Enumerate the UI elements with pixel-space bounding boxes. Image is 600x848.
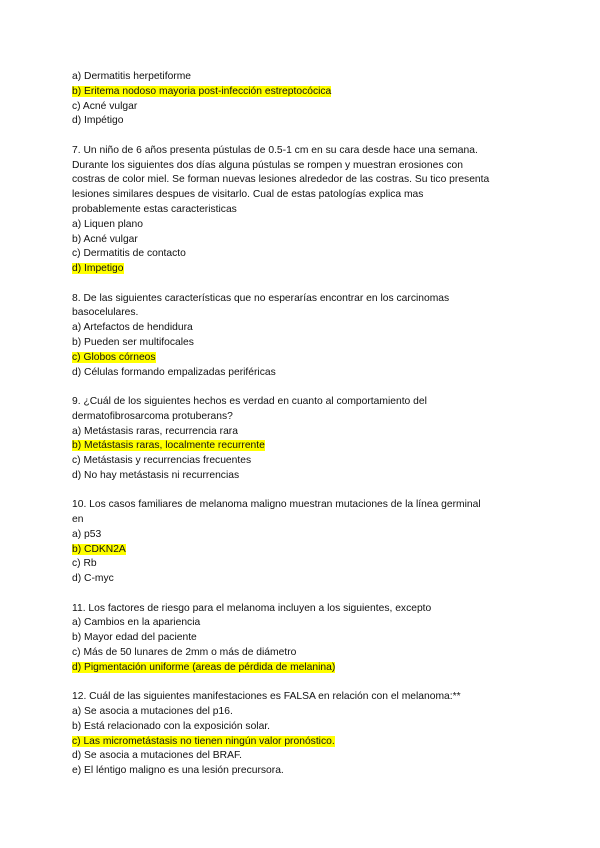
question-text: 11. Los factores de riesgo para el melanoma incluyen a los siguientes, excepto [72, 602, 432, 614]
answer-option: b) Acné vulgar [72, 233, 138, 245]
question-text: costras de color miel. Se forman nuevas lesiones alrededor de las costras. Su tico presenta [72, 174, 490, 186]
question-text: dermatofibrosarcoma protuberans? [72, 410, 233, 422]
answer-option-highlighted: b) CDKN2A [72, 543, 126, 555]
answer-option: b) Está relacionado con la exposición solar. [72, 720, 271, 732]
answer-option: c) Rb [72, 558, 97, 570]
question-text: 9. ¿Cuál de los siguientes hechos es verdad en cuanto al comportamiento del [72, 395, 427, 407]
answer-option: d) Impétigo [72, 115, 124, 127]
answer-option: d) No hay metástasis ni recurrencias [72, 469, 240, 481]
answer-option: b) Pueden ser multifocales [72, 336, 194, 348]
question-text: 8. De las siguientes características que no esperarías encontrar en los carcinomas [72, 292, 450, 304]
answer-option: d) Células formando empalizadas periféricas [72, 366, 276, 378]
answer-option: c) Acné vulgar [72, 100, 138, 112]
answer-option: e) El léntigo maligno es una lesión precursora. [72, 765, 284, 777]
question-block [72, 292, 542, 381]
answer-option: d) C-myc [72, 573, 114, 585]
answer-option: b) Mayor edad del paciente [72, 632, 197, 644]
answer-option-highlighted: b) Metástasis raras, localmente recurrente [72, 440, 265, 452]
answer-option: a) Liquen plano [72, 218, 143, 230]
answer-option: a) Se asocia a mutaciones del p16. [72, 706, 233, 718]
answer-option: a) Cambios en la apariencia [72, 617, 201, 629]
answer-option: d) Se asocia a mutaciones del BRAF. [72, 750, 242, 762]
answer-option-highlighted: d) Impetigo [72, 263, 124, 275]
answer-option-highlighted: b) Eritema nodoso mayoria post-infección estreptocócica [72, 85, 332, 97]
question-block [72, 70, 542, 129]
answer-option: a) Artefactos de hendidura [72, 322, 193, 334]
answer-option: c) Dermatitis de contacto [72, 248, 186, 260]
question-text: Durante los siguientes dos días alguna pústulas se rompen y muestran erosiones con [72, 159, 463, 171]
answer-option: c) Metástasis y recurrencias frecuentes [72, 455, 252, 467]
question-text: probablemente estas caracteristicas [72, 203, 237, 215]
question-block [72, 144, 542, 277]
answer-option: a) Dermatitis herpetiforme [72, 71, 192, 82]
question-text: 7. Un niño de 6 años presenta pústulas de 0.5-1 cm en su cara desde hace una semana. [72, 144, 478, 156]
question-block [72, 602, 542, 676]
answer-option-highlighted: c) Globos córneos [72, 351, 156, 363]
question-text: lesiones similares despues de visitarlo. Cual de estas patologías explica mas [72, 189, 424, 201]
question-text: en [72, 514, 84, 526]
question-block [72, 690, 542, 779]
answer-option: c) Más de 50 lunares de 2mm o más de diámetro [72, 647, 297, 659]
question-text: 12. Cuál de las siguientes manifestaciones es FALSA en relación con el melanoma:** [72, 691, 461, 703]
answer-option-highlighted: c) Las micrometástasis no tienen ningún valor pronóstico. [72, 735, 335, 747]
answer-option: a) Metástasis raras, recurrencia rara [72, 425, 238, 437]
question-text: basocelulares. [72, 307, 139, 319]
answer-option-highlighted: d) Pigmentación uniforme (areas de pérdida de melanina) [72, 661, 336, 673]
answer-option: a) p53 [72, 528, 102, 540]
question-block [72, 498, 542, 587]
question-text: 10. Los casos familiares de melanoma maligno muestran mutaciones de la línea germinal [72, 499, 481, 511]
question-block [72, 395, 542, 484]
document-content [72, 70, 542, 779]
